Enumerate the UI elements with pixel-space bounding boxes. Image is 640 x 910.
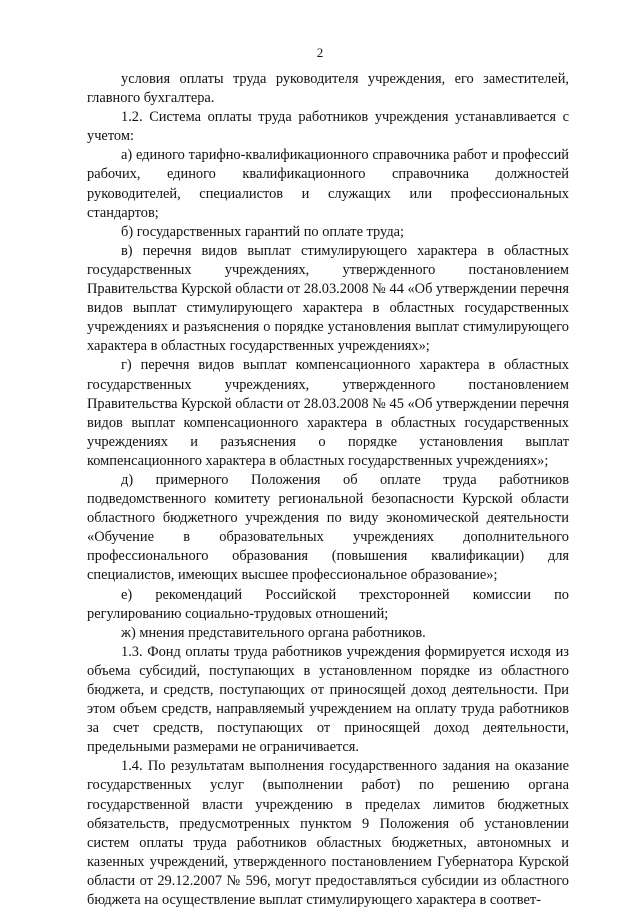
list-item-zh: ж) мнения представительного органа работников.: [121, 624, 426, 641]
list-item-d: д) примерного Положения об оплате труда работников подведомственного комитету региональной безопасности Курской области областного бюджетного учреждения по виду экономической деятельности «Обучение в образовательных учреждениях дополнительного профессионального образования (повышения квалификации) для специалистов, имеющих высшее профессиональное образование»;: [87, 471, 569, 584]
list-item-g: г) перечня видов выплат компенсационного характера в областных государственных учреждениях, утвержденного постановлением Правительства Курской области от 28.03.2008 № 45 «Об утверждении перечня видов выплат компенсационного характера в областных государственных учреждениях и разъяснения о порядке установления выплат компенсационного характера в областных государственных учреждениях»;: [87, 357, 569, 469]
list-item-v: в) перечня видов выплат стимулирующего характера в областных государственных учреждениях, утвержденного постановлением Правительства Курской области от 28.03.2008 № 44 «Об утверждении перечня видов выплат стимулирующего характера в областных государственных учреждениях и разъяснения о порядке установления выплат стимулирующего характера в областных государственных учреждениях»;: [87, 242, 569, 355]
paragraph-continuation: условия оплаты труда руководителя учреждения, его заместителей, главного бухгалтера.: [87, 71, 569, 107]
page-number: 2: [316, 45, 324, 60]
list-item-b: б) государственных гарантий по оплате труда;: [121, 223, 405, 240]
document-body: [87, 70, 569, 910]
list-item-a: а) единого тарифно-квалификационного справочника работ и профессий рабочих, единого квалификационного справочника должностей руководителей, специалистов и служащих или профессиональных стандартов;: [87, 147, 569, 221]
paragraph-1-4: 1.4. По результатам выполнения государственного задания на оказание государственных услуг (выполнении работ) по решению органа государственной власти учреждению в пределах лимитов бюджетных обязательств, предусмотренных пунктом 9 Положения об установлении систем оплаты труда работников областных бюджетных, автономных и казенных учреждений, утвержденного постановлением Губернатора Курской области от 29.12.2007 № 596, могут предоставляться субсидии из областного бюджета на осуществление выплат стимулирующего характера в соответ-: [87, 758, 569, 909]
list-item-e: е) рекомендаций Российской трехсторонней комиссии по регулированию социально-трудовых отношений;: [87, 586, 569, 622]
paragraph-1-2: 1.2. Система оплаты труда работников учреждения устанавливается с учетом:: [87, 109, 569, 145]
paragraph-1-3: 1.3. Фонд оплаты труда работников учреждения формируется исходя из объема субсидий, поступающих в установленном порядке из областного бюджета, и средств, поступающих от приносящей доход деятельности. При этом объем средств, направляемый учреждением на оплату труда работников за счет средств, поступающих от приносящей доход деятельности, предельными размерами не ограничивается.: [87, 643, 569, 756]
